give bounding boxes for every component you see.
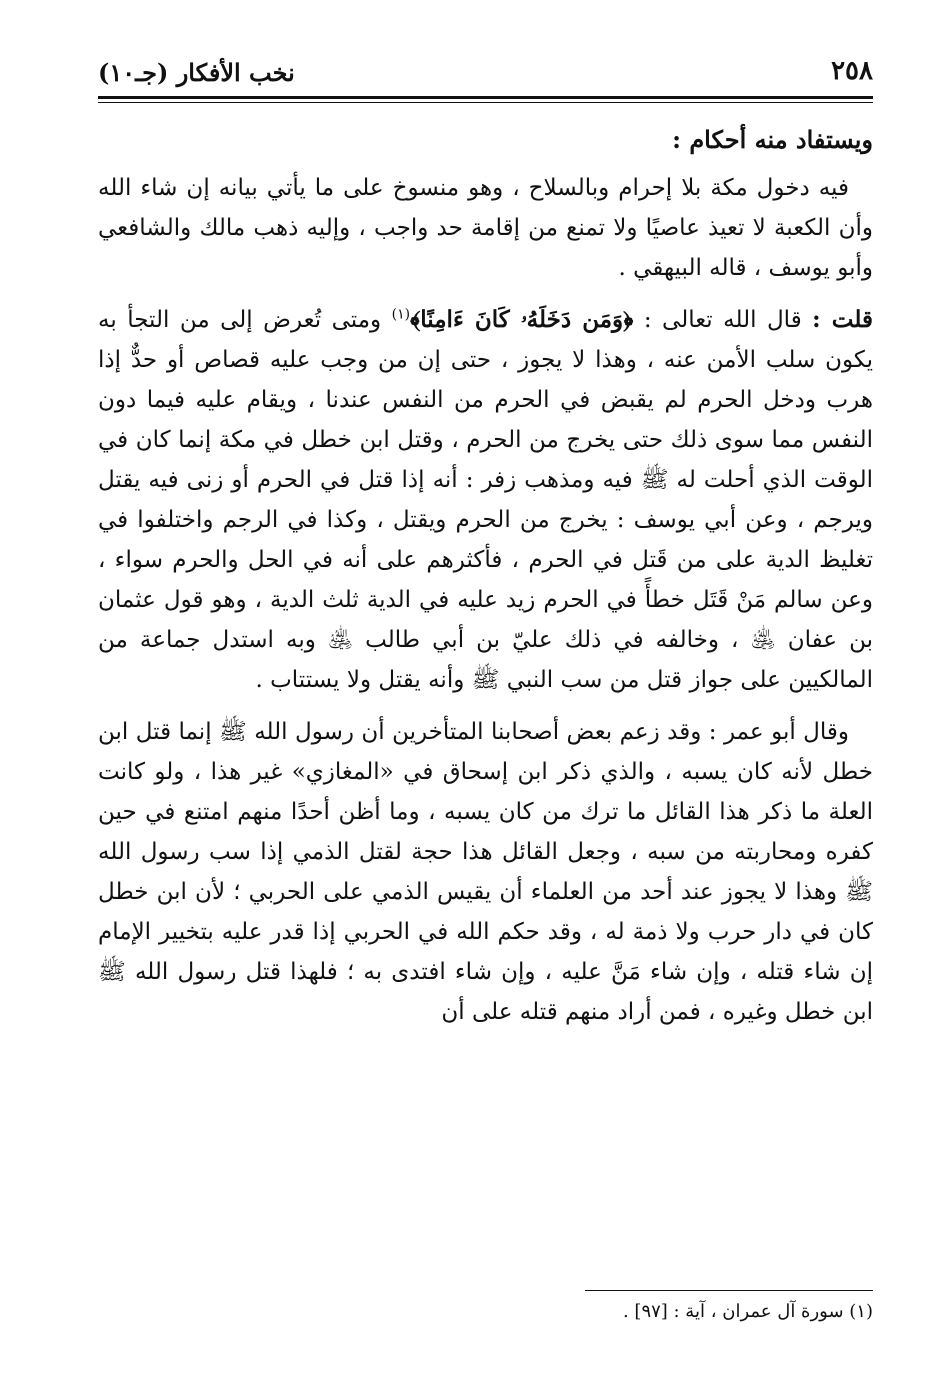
header-rule-thick [98, 96, 873, 99]
page-header [98, 56, 873, 96]
paragraph-lead-word: قلت : [812, 306, 873, 333]
header-rule-thin [98, 102, 873, 103]
page-number: ٢٥٨ [831, 56, 873, 86]
paragraph-2-intro: قال الله تعالى : [633, 307, 813, 333]
paragraph-1: فيه دخول مكة بلا إحرام وبالسلاح ، وهو منسوخ على ما يأتي بيانه إن شاء الله وأن الكعبة لا تعيذ عاصيًا ولا تمنع من إقامة حد واجب ، وإليه ذهب مالك والشافعي وأبو يوسف ، قاله البيهقي . [98, 175, 873, 281]
quran-verse: ﴿وَمَن دَخَلَهُۥ كَانَ ءَامِنًا﴾ [410, 306, 634, 333]
paragraph-2 [98, 300, 873, 700]
footnote-reference[interactable]: (١) [391, 306, 411, 323]
running-title: نخب الأفكار (جـ١٠) [98, 58, 295, 87]
footnote-rule [585, 1290, 873, 1291]
footnote: (١) سورة آل عمران ، آية : [٩٧] . [622, 1301, 873, 1322]
paragraph-3: وقال أبو عمر : وقد زعم بعض أصحابنا المتأخرين أن رسول الله ﷺ إنما قتل ابن خطل لأنه كان يسبه ، والذي ذكر ابن إسحاق في «المغازي» غير هذا ، ولو كانت العلة ما ذكر هذا القائل ما ترك من كان يسبه ، وما أظن أحدًا منهم امتنع في حين كفره ومحاربته من سبه ، وجعل القائل هذا حجة لقتل الذمي إذا سب رسول الله ﷺ وهذا لا يجوز عند أحد من العلماء أن يقيس الذمي على الحربي ؛ لأن ابن خطل كان في دار حرب ولا ذمة له ، وقد حكم الله في الحربي إذا قدر عليه بتخيير الإمام إن شاء قتله ، وإن شاء مَنَّ عليه ، وإن شاء افتدى به ؛ فلهذا قتل رسول الله ﷺ ابن خطل وغيره ، فمن أراد منهم قتله على أن [98, 719, 873, 1025]
main-text [98, 120, 873, 1044]
section-heading: ويستفاد منه أحكام : [672, 125, 873, 154]
paragraph-2-body: ومتى تُعرض إلى من التجأ به يكون سلب الأمن عنه ، وهذا لا يجوز ، حتى إن من وجب عليه قصاص أو حدٌّ إذا هرب ودخل الحرم لم يقبض في الحرم من النفس عندنا ، ويقام عليه فيما دون النفس مما سوى ذلك حتى يخرج من الحرم ، وقتل ابن خطل في مكة إنما كان في الوقت الذي أحلت له ﷺ فيه ومذهب زفر : أنه إذا قتل في الحرم أو زنى فيه يقتل ويرجم ، وعن أبي يوسف : يخرج من الحرم ويقتل ، وكذا في الرجم واختلفوا في تغليظ الدية على من قَتل في الحرم ، فأكثرهم على أنه في الحل والحرم سواء ، وعن سالم مَنْ قَتَل خطأً في الحرم زيد عليه في الدية ثلث الدية ، وهو قول عثمان بن عفان ﵁ ، وخالفه في ذلك عليّ بن أبي طالب ﵁ وبه استدل جماعة من المالكيين على جواز قتل من سب النبي ﷺ وأنه يقتل ولا يستتاب . [98, 307, 873, 693]
